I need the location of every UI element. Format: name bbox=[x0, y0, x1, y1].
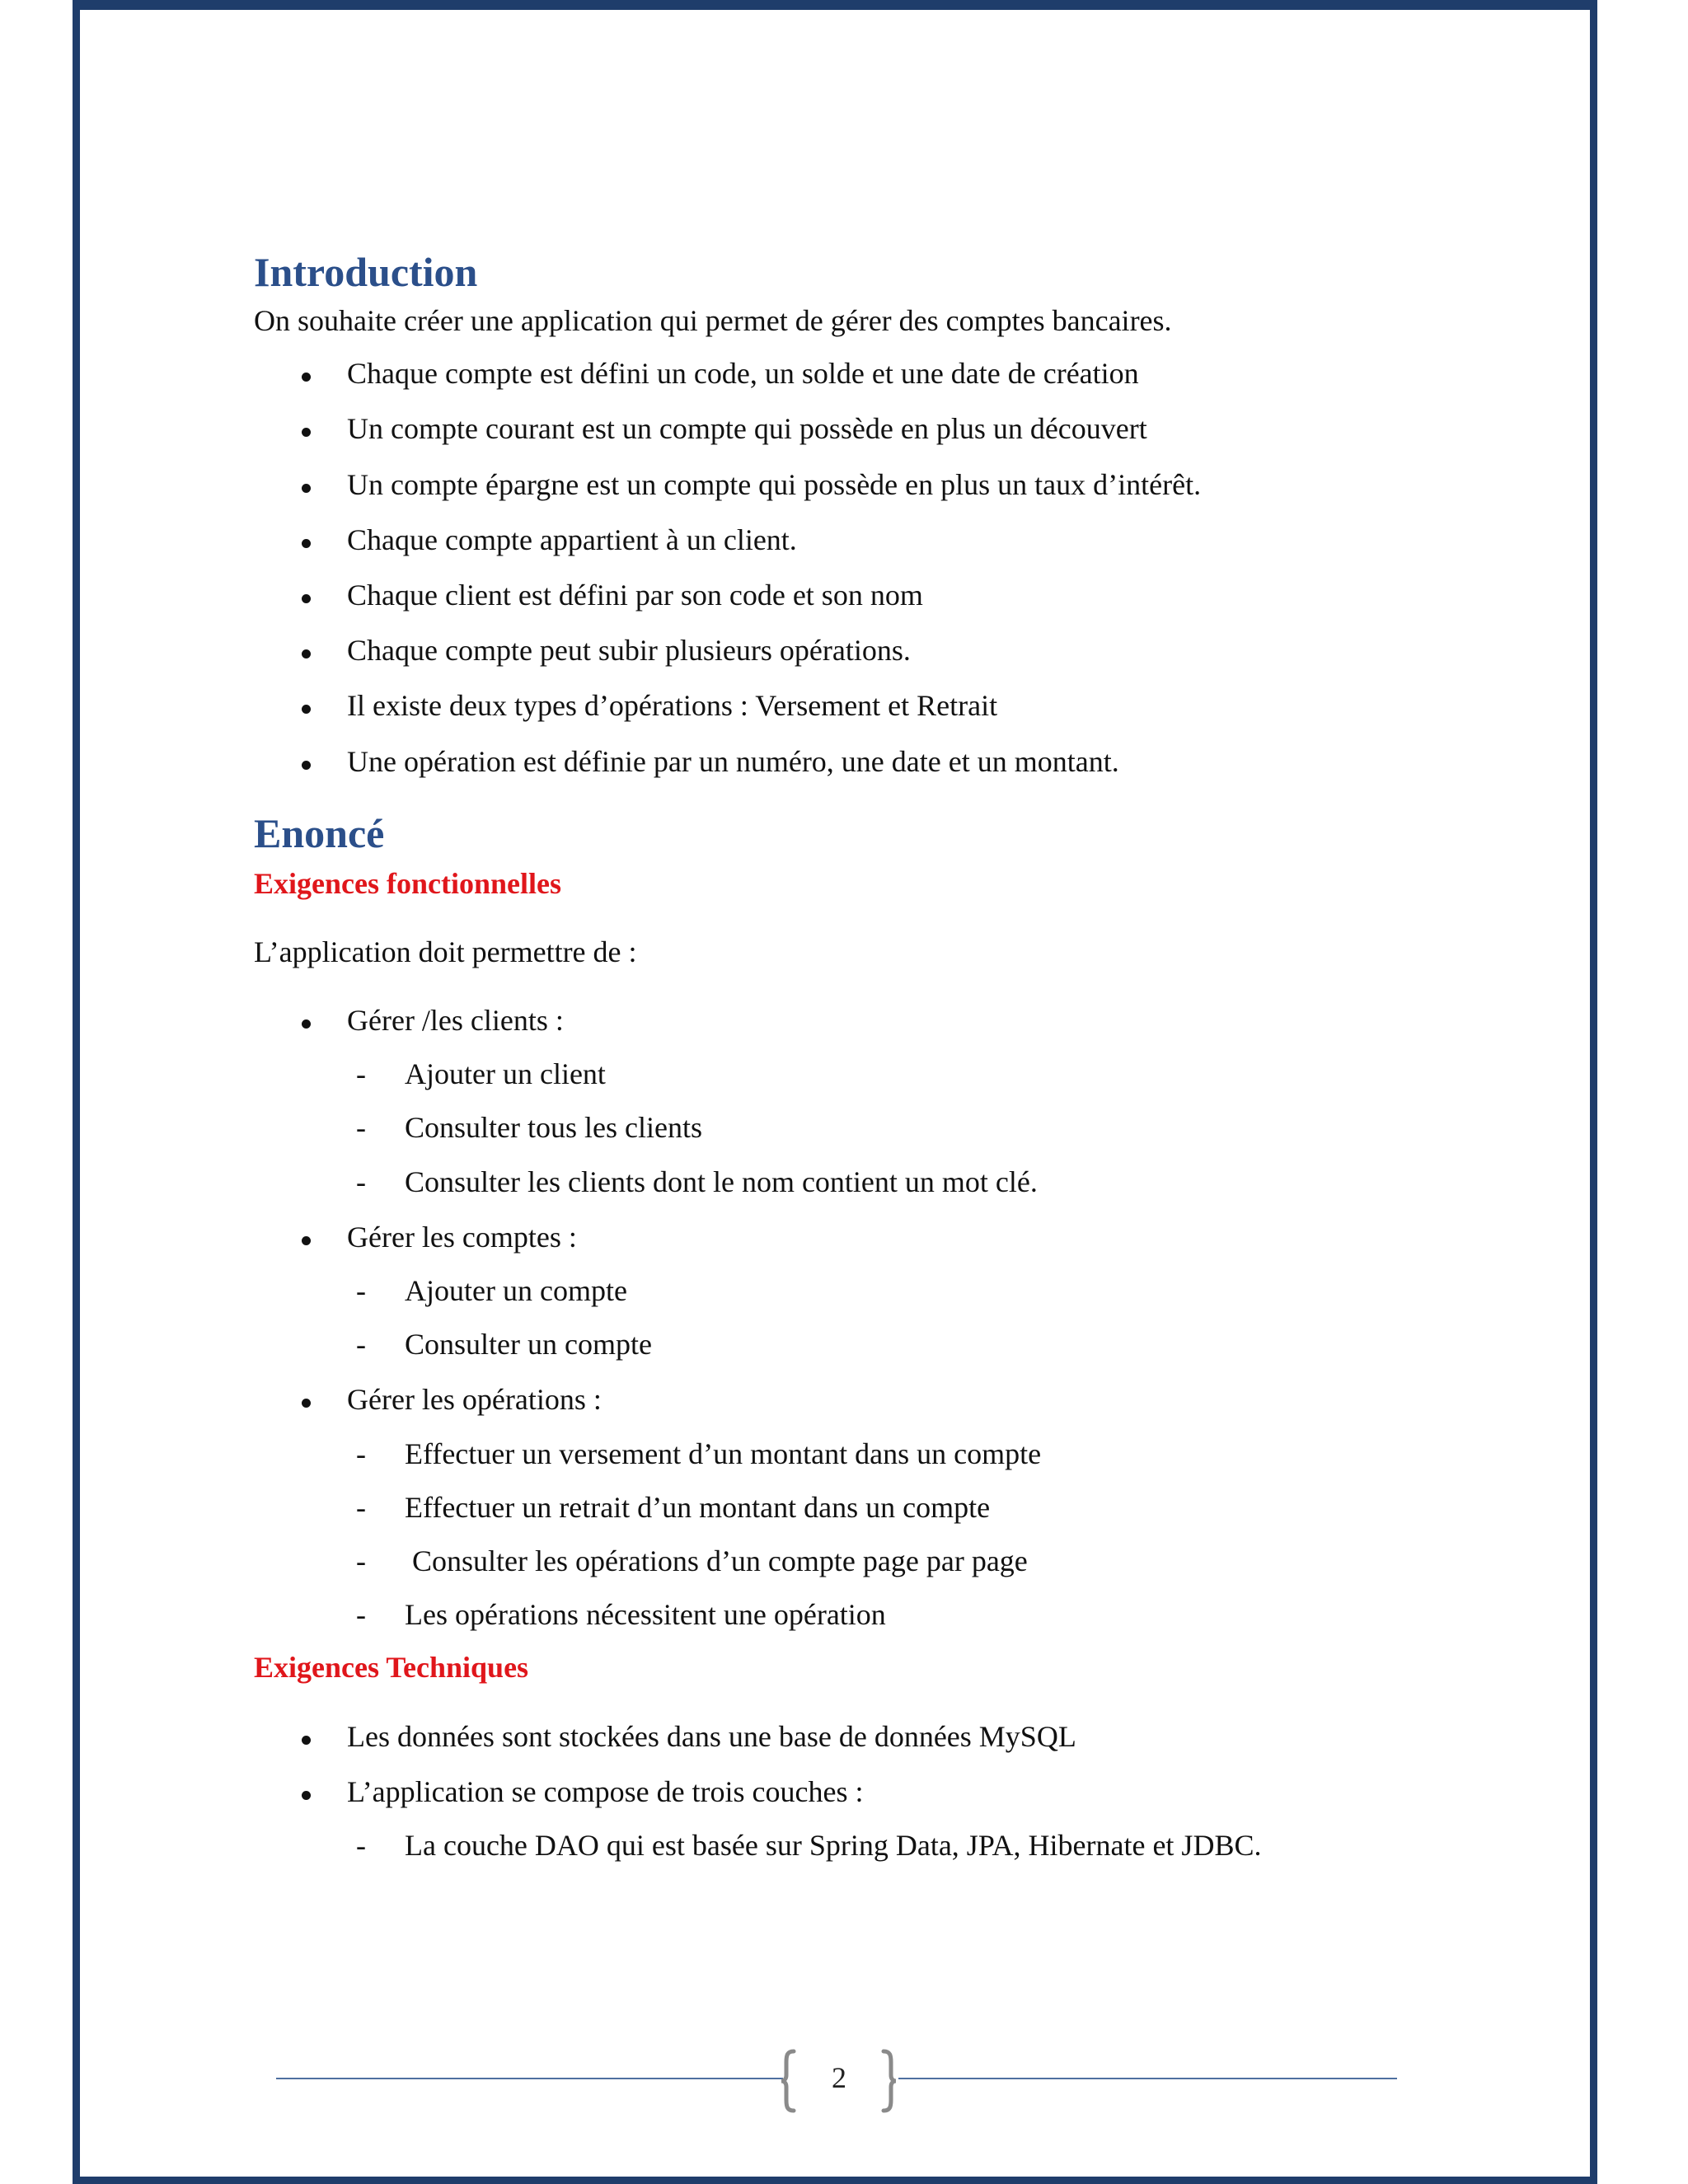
right-brace-icon bbox=[880, 2049, 898, 2113]
requirement-group-clients bbox=[254, 1003, 1490, 1200]
introduction-bullet-list bbox=[254, 356, 1490, 780]
list-item: Chaque compte est défini un code, un solde et une date de création bbox=[254, 356, 1490, 391]
footer-rule-left bbox=[276, 2078, 783, 2079]
list-item: - Consulter un compte bbox=[254, 1327, 1490, 1362]
footer-rule-right bbox=[898, 2078, 1397, 2079]
list-item: Chaque compte peut subir plusieurs opérations. bbox=[254, 633, 1490, 668]
left-brace-icon bbox=[779, 2049, 797, 2113]
list-item: Un compte courant est un compte qui possède en plus un découvert bbox=[254, 411, 1490, 447]
requirement-group-operations bbox=[254, 1382, 1490, 1633]
page-number: 2 bbox=[832, 2061, 846, 2094]
list-item: - Consulter tous les clients bbox=[254, 1110, 1490, 1146]
list-item: - Ajouter un client bbox=[254, 1057, 1490, 1092]
list-item: - Effectuer un retrait d’un montant dans un compte bbox=[254, 1490, 1490, 1526]
functional-requirements-lead: L’application doit permettre de : bbox=[254, 935, 637, 968]
list-item: Chaque compte appartient à un client. bbox=[254, 523, 1490, 558]
list-item: - Consulter les clients dont le nom contient un mot clé. bbox=[254, 1165, 1490, 1200]
requirement-sub-list bbox=[347, 1057, 1490, 1200]
requirement-group-accounts bbox=[254, 1220, 1490, 1363]
technical-requirements-list bbox=[254, 1719, 1490, 1864]
functional-requirements-list bbox=[254, 1003, 1490, 1633]
list-item: Il existe deux types d’opérations : Versement et Retrait bbox=[254, 688, 1490, 724]
introduction-lead: On souhaite créer une application qui permet de gérer des comptes bancaires. bbox=[254, 304, 1172, 337]
list-item: - Les opérations nécessitent une opération bbox=[254, 1597, 1490, 1633]
document-body bbox=[254, 247, 1490, 1863]
list-item: - Ajouter un compte bbox=[254, 1273, 1490, 1309]
list-item: Chaque client est défini par son code et son nom bbox=[254, 578, 1490, 613]
requirement-group-label: Gérer /les clients : bbox=[347, 1004, 564, 1038]
functional-requirements-heading: Exigences fonctionnelles bbox=[254, 866, 561, 900]
requirement-group-label: Gérer les comptes : bbox=[347, 1220, 577, 1254]
technical-requirements-heading: Exigences Techniques bbox=[254, 1651, 529, 1685]
list-item: - La couche DAO qui est basée sur Spring Data, JPA, Hibernate et JDBC. bbox=[254, 1828, 1490, 1863]
introduction-heading: Introduction bbox=[254, 249, 478, 295]
requirement-group-layers bbox=[254, 1774, 1490, 1863]
list-item: Une opération est définie par un numéro, une date et un montant. bbox=[254, 744, 1490, 780]
enonce-heading: Enoncé bbox=[254, 809, 385, 856]
list-item: Un compte épargne est un compte qui possède en plus un taux d’intérêt. bbox=[254, 467, 1490, 503]
requirement-sub-list bbox=[347, 1436, 1490, 1633]
requirement-group-label: Gérer les opérations : bbox=[347, 1383, 602, 1417]
list-item: - Effectuer un versement d’un montant dans un compte bbox=[254, 1436, 1490, 1472]
list-item: Les données sont stockées dans une base de données MySQL bbox=[254, 1719, 1490, 1755]
requirement-group-label: L’application se compose de trois couches : bbox=[347, 1774, 864, 1808]
list-item: - Consulter les opérations d’un compte page par page bbox=[254, 1544, 1490, 1579]
requirement-sub-list bbox=[347, 1273, 1490, 1362]
requirement-sub-list bbox=[347, 1828, 1490, 1863]
